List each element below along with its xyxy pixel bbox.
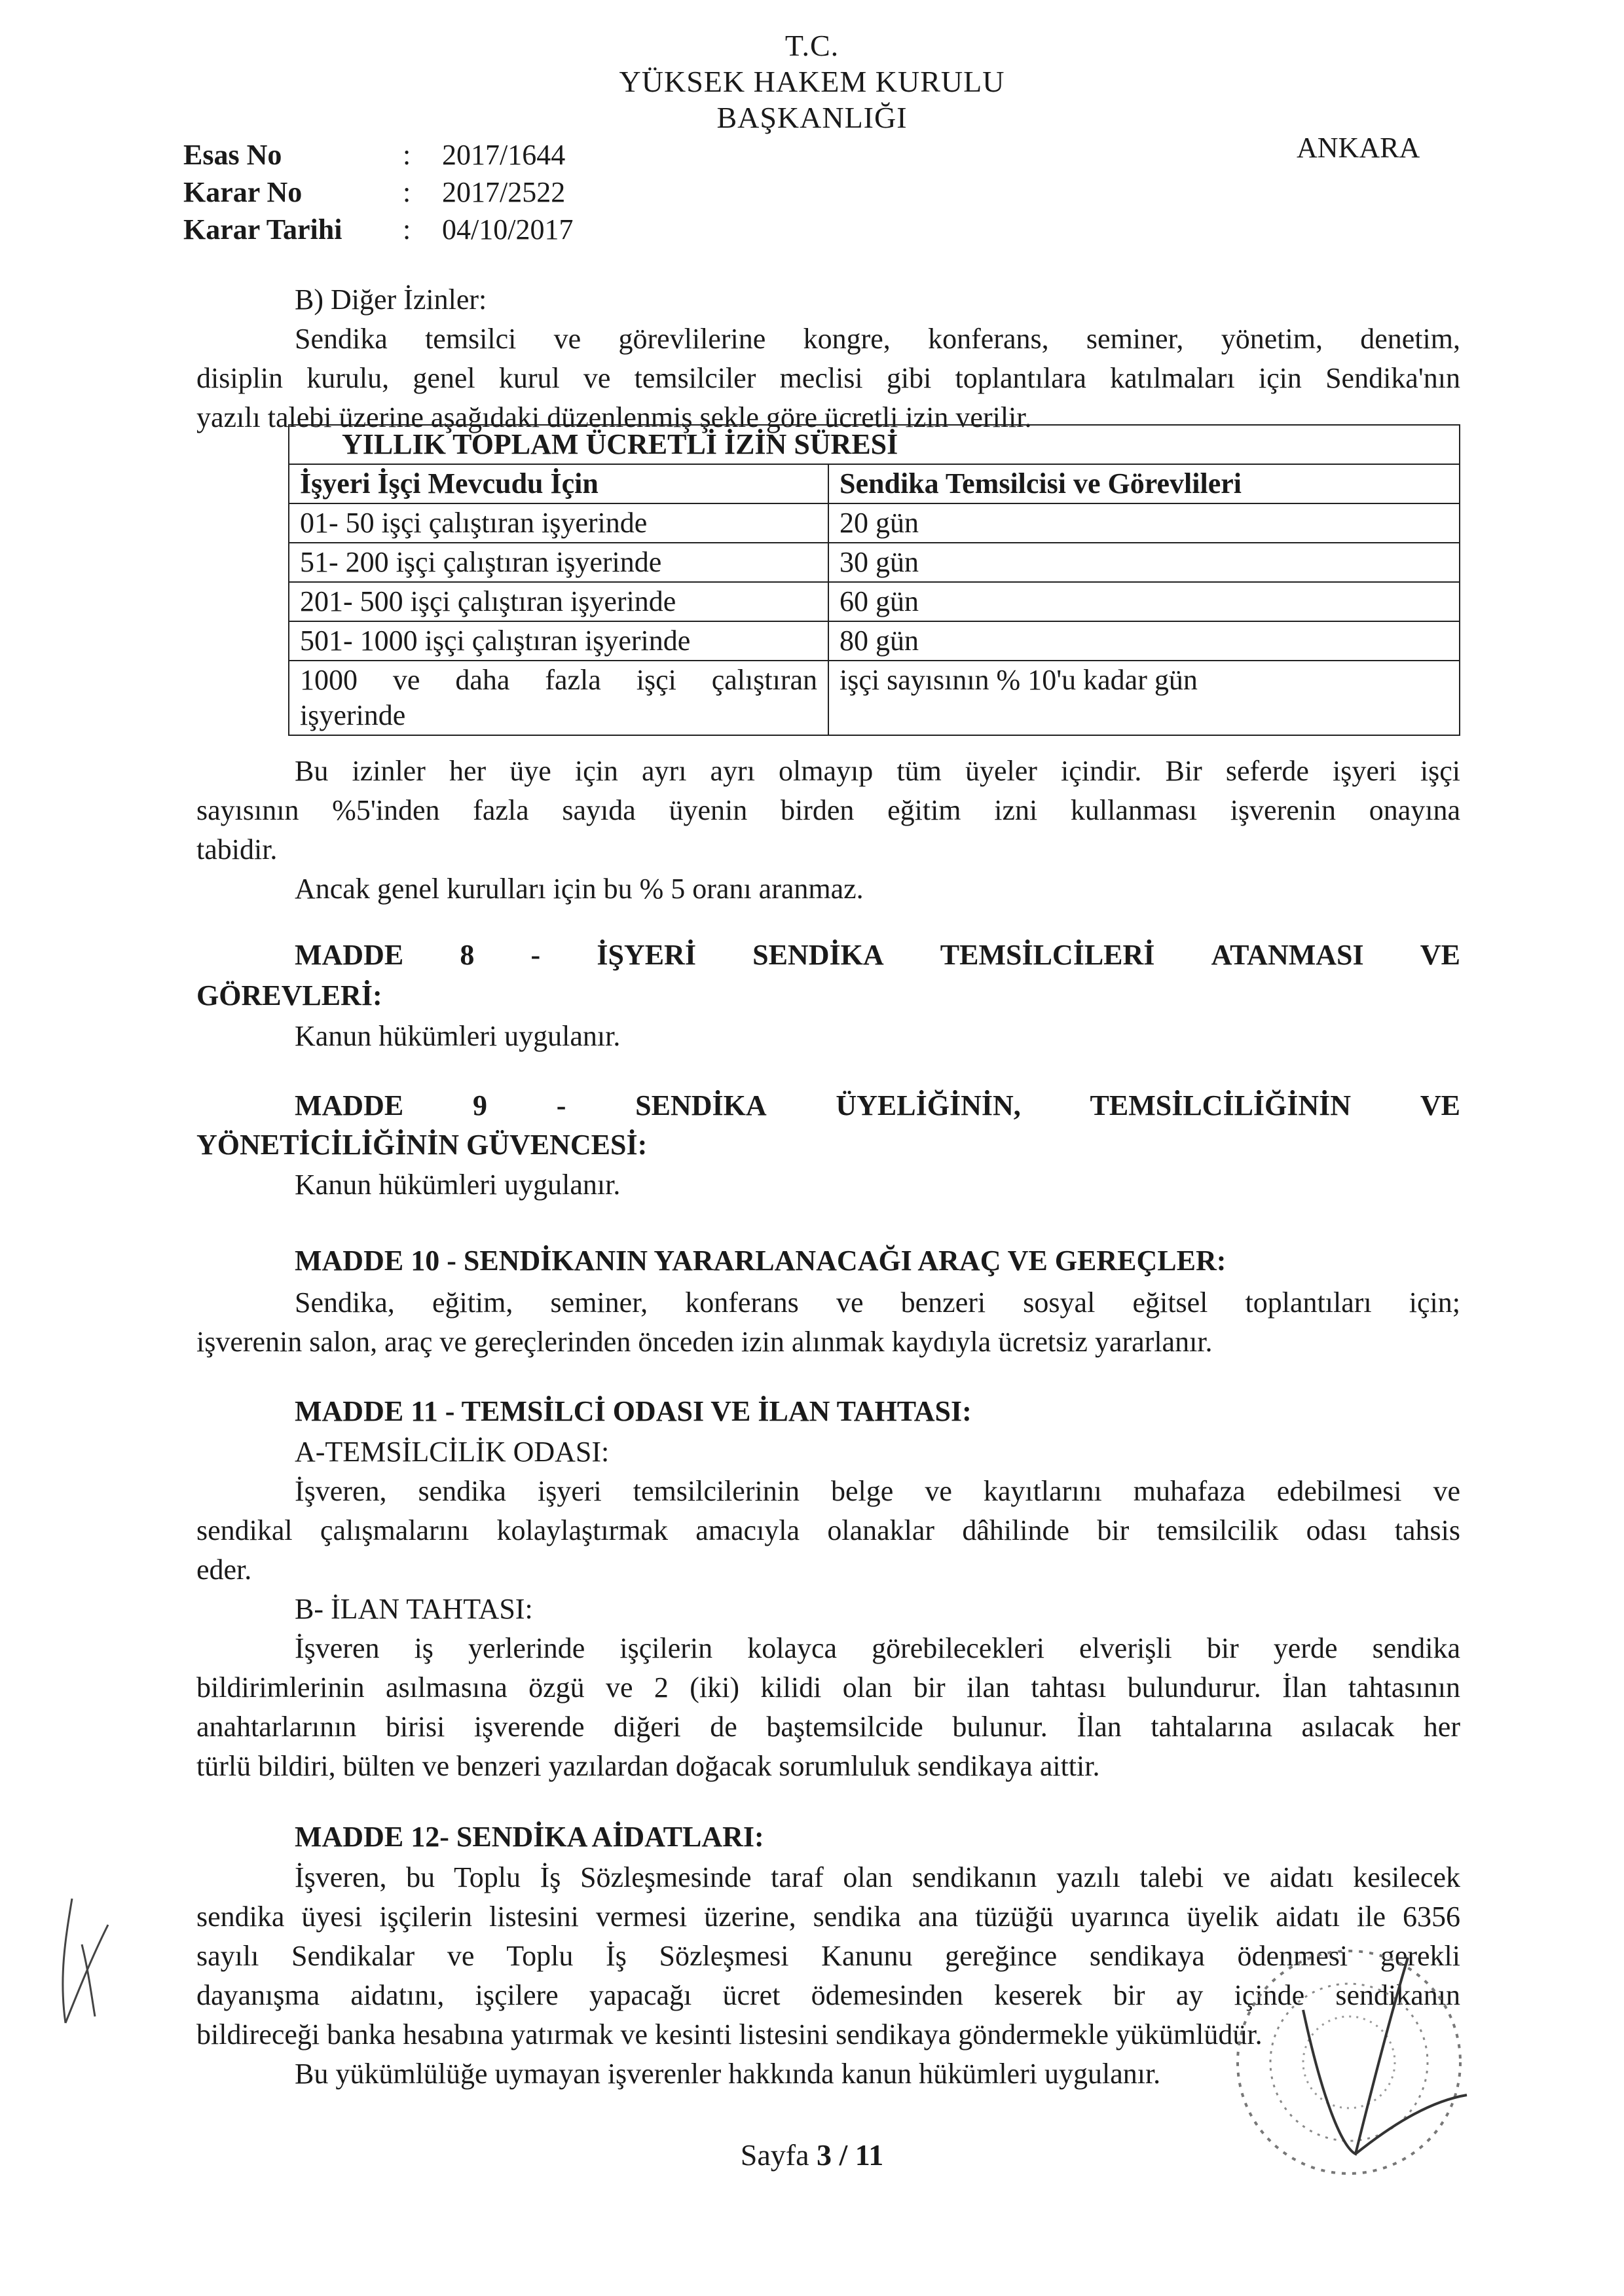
meta-value: 04/10/2017 [442,213,574,246]
title-word: SENDİKA [752,939,884,971]
table-cell: 30 gün [828,543,1460,582]
madde11-line: İşveren, sendika işyeri temsilcilerinin belge ve kayıtlarını muhafaza edebilmesi ve [295,1475,1460,1507]
madde11-line: anahtarlarının birisi işverende diğeri de baştemsilcide bulunur. İlan tahtalarına asılacak her [196,1711,1460,1743]
table-cell-line: işyerinde [300,699,406,731]
title-word: SENDİKA [635,1089,767,1121]
header-presidency: BAŞKANLIĞI [716,101,908,134]
madde8-title-line2: GÖREVLERİ: [196,979,382,1011]
madde9-title-line2: YÖNETİCİLİĞİNİN GÜVENCESİ: [196,1129,648,1161]
table-row [289,661,1460,735]
meta-colon: : [403,139,411,171]
after-table-line: sayısının %5'inden fazla sayıda üyenin birden eğitim izni kullanması işverenin onayına [196,794,1460,826]
page-footer [0,2138,1624,2172]
madde11-sub-b: B- İLAN TAHTASI: [295,1593,533,1625]
madde12-line: sayılı Sendikalar ve Toplu İş Sözleşmesi Kanunu gereğince sendikaya ödenmesi gerekli [196,1940,1460,1972]
title-word: VE [1420,1089,1460,1121]
title-word: TEMSİLCİLİĞİNİN [1090,1089,1352,1121]
meta-colon: : [403,176,411,208]
table-cell [289,661,828,735]
madde8-title-line1 [295,935,1460,975]
footer-separator: / [839,2138,848,2172]
leave-table [288,424,1460,736]
title-word: ÜYELİĞİNİN, [836,1089,1021,1121]
header-city: ANKARA [1297,132,1420,164]
madde10-title: MADDE 10 - SENDİKANIN YARARLANACAĞI ARAÇ VE GEREÇLER: [295,1245,1227,1277]
table-cell: 20 gün [828,503,1460,543]
table-row [289,543,1460,582]
footer-page-number: 3 [817,2138,832,2172]
title-word: VE [1420,939,1460,971]
meta-row [183,173,573,211]
table-cell: 01- 50 işçi çalıştıran işyerinde [289,503,828,543]
table-cell: 201- 500 işçi çalıştıran işyerinde [289,582,828,621]
title-word: 9 [472,1089,487,1121]
meta-colon: : [403,213,411,246]
after-table-line: tabidir. [196,833,278,866]
madde11-line: İşveren iş yerlerinde işçilerin kolayca görebilecekleri elverişli bir yerde sendika [295,1632,1460,1664]
madde12-line: bildireceği banka hesabına yatırmak ve kesinti listesini sendikaya göndermekle yükümlüdür. [196,2018,1263,2050]
meta-label: Karar No [183,176,303,208]
madde11-sub-a: A-TEMSİLCİLİK ODASI: [295,1436,610,1468]
margin-initials-signature [46,1886,124,2036]
table-cell: 51- 200 işçi çalıştıran işyerinde [289,543,828,582]
madde10-body [196,1283,1460,1362]
madde11-line: türlü bildiri, bülten ve benzeri yazılardan doğacak sorumluluk sendikaya aittir. [196,1750,1100,1782]
meta-value: 2017/2522 [442,176,566,208]
table-cell: işçi sayısının % 10'u kadar gün [828,661,1460,735]
madde11-body [196,1432,1460,1786]
table-header-col2: Sendika Temsilcisi ve Görevlileri [828,464,1460,503]
table-row [289,503,1460,543]
madde8-body-text: Kanun hükümleri uygulanır. [295,1020,621,1052]
meta-label: Esas No [183,139,282,171]
title-word: MADDE [295,1089,404,1121]
title-word: MADDE [295,939,404,971]
title-word: ATANMASI [1211,939,1364,971]
section-b-line: yazılı talebi üzerine aşağıdaki düzenlenmiş şekle göre ücretli izin verilir. [196,401,1032,433]
table-title-row [289,425,1460,464]
madde11-line: bildirimlerinin asılmasına özgü ve 2 (iki) kilidi olan bir ilan tahtası bulundurur. İlan tahtasının [196,1671,1460,1704]
madde10-line: Sendika, eğitim, seminer, konferans ve benzeri sosyal eğitsel toplantıları için; [295,1286,1460,1319]
table-cell: 501- 1000 işçi çalıştıran işyerinde [289,621,828,661]
title-word: İŞYERİ [597,939,696,971]
table-header-row [289,464,1460,503]
madde12-title: MADDE 12- SENDİKA AİDATLARI: [295,1821,764,1853]
madde12-last: Bu yükümlülüğe uymayan işverenler hakkında kanun hükümleri uygulanır. [295,2058,1161,2090]
header-tc: T.C. [784,29,840,62]
title-word: - [530,939,541,971]
section-b-line: Sendika temsilci ve görevlilerine kongre, konferans, seminer, yönetim, denetim, [295,323,1460,355]
table-row [289,582,1460,621]
section-b-title: B) Diğer İzinler: [295,283,487,316]
table-cell-line: 1000 ve daha fazla işçi çalıştıran [300,664,817,696]
madde9-body [196,1165,1460,1205]
madde9-body-text: Kanun hükümleri uygulanır. [295,1169,621,1201]
case-meta [183,136,573,248]
section-b-line: disiplin kurulu, genel kurul ve temsilciler meclisi gibi toplantılara katılmaları için Sendika'nın [196,362,1460,394]
madde11-title: MADDE 11 - TEMSİLCİ ODASI VE İLAN TAHTASI: [295,1395,972,1427]
madde12-line: sendika üyesi işçilerin listesini vermesi üzerine, sendika ana tüzüğü uyarınca üyelik aidatı ile 6356 [196,1901,1460,1933]
meta-value: 2017/1644 [442,139,566,171]
meta-row [183,211,573,248]
title-word: TEMSİLCİLERİ [940,939,1155,971]
after-table-text [196,752,1460,909]
title-word: - [556,1089,566,1121]
madde9-title-line1 [295,1085,1460,1126]
table-title: YILLIK TOPLAM ÜCRETLİ İZİN SÜRESİ [289,425,1460,464]
table-cell: 60 gün [828,582,1460,621]
madde11-line: eder. [196,1554,252,1586]
after-table-note: Ancak genel kurulları için bu % 5 oranı aranmaz. [295,873,864,905]
section-b [196,280,1460,437]
footer-prefix: Sayfa [740,2138,809,2172]
table-row [289,621,1460,661]
meta-row [183,136,573,173]
table-cell: 80 gün [828,621,1460,661]
madde8-body [196,1017,1460,1056]
header-institution: YÜKSEK HAKEM KURULU [619,65,1005,98]
footer-page-total: 11 [855,2138,884,2172]
meta-label: Karar Tarihi [183,213,342,246]
madde12-line: İşveren, bu Toplu İş Sözleşmesinde taraf olan sendikanın yazılı talebi ve aidatı kesilecek [295,1861,1460,1893]
madde12-line: dayanışma aidatını, işçilere yapacağı ücret ödemesinden keserek bir ay içinde sendikanın [196,1979,1460,2011]
after-table-line: Bu izinler her üye için ayrı ayrı olmayıp tüm üyeler içindir. Bir seferde işyeri işçi [295,755,1460,787]
title-word: 8 [460,939,475,971]
madde11-line: sendikal çalışmalarını kolaylaştırmak amacıyla olanaklar dâhilinde bir temsilcilik odası tahsis [196,1514,1460,1546]
table-header-col1: İşyeri İşçi Mevcudu İçin [289,464,828,503]
madde10-line: işverenin salon, araç ve gereçlerinden önceden izin alınmak kaydıyla ücretsiz yararlanır. [196,1326,1213,1358]
